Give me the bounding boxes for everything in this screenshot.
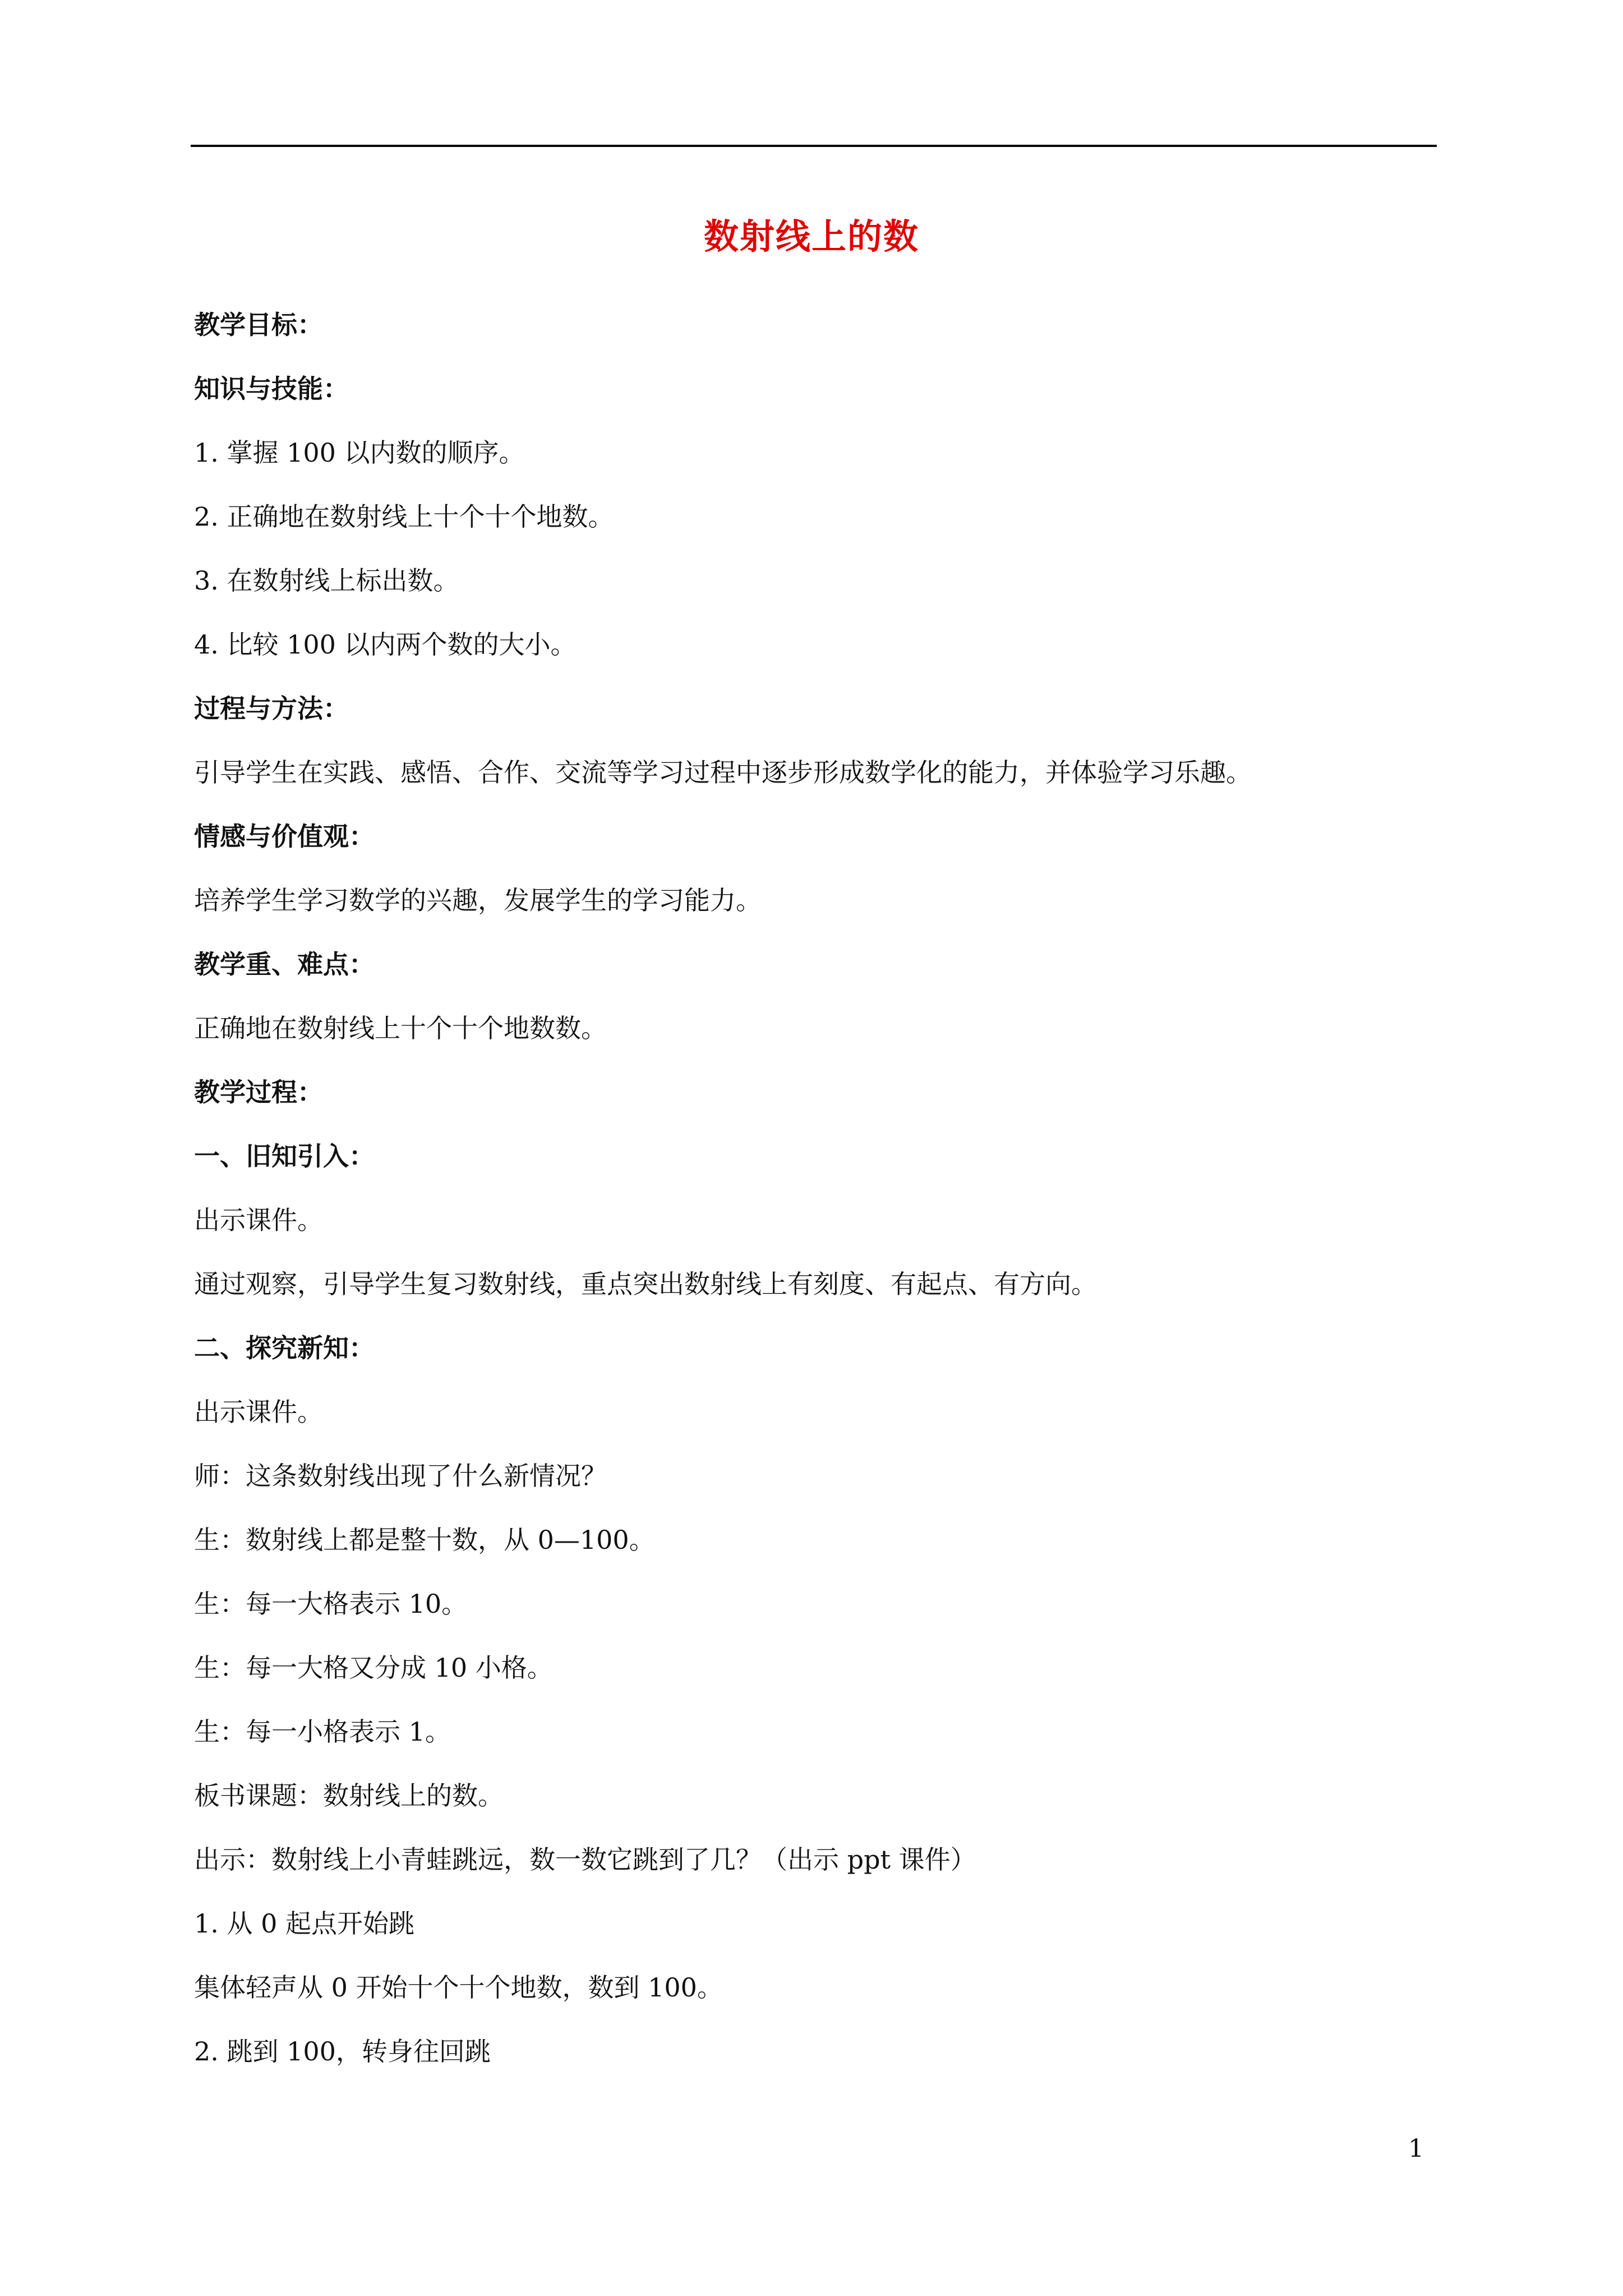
paragraph: 通过观察，引导学生复习数射线，重点突出数射线上有刻度、有起点、有方向。 [194,1269,1097,1299]
section-heading: 情感与价值观： [194,821,375,852]
section-heading: 一、旧知引入： [194,1141,375,1171]
section-heading: 知识与技能： [194,374,349,404]
dialogue-line: 生：数射线上都是整十数，从 0—100。 [194,1525,655,1555]
list-item: 3. 在数射线上标出数。 [194,565,459,596]
header-rule [191,145,1437,147]
list-item: 2. 正确地在数射线上十个十个地数。 [194,501,614,532]
paragraph: 培养学生学习数学的兴趣，发展学生的学习能力。 [194,885,762,915]
paragraph: 出示：数射线上小青蛙跳远，数一数它跳到了几？（出示 ppt 课件） [194,1844,976,1875]
section-heading: 过程与方法： [194,693,349,724]
page-title: 数射线上的数 [703,216,919,257]
list-item: 1. 掌握 100 以内数的顺序。 [194,438,525,468]
paragraph: 正确地在数射线上十个十个地数数。 [194,1013,607,1043]
page-number: 1 [1408,2134,1424,2163]
section-heading: 教学过程： [194,1077,323,1107]
section-heading: 二、探究新知： [194,1333,375,1363]
paragraph: 出示课件。 [194,1397,323,1427]
section-heading: 教学重、难点： [194,949,375,979]
list-item: 4. 比较 100 以内两个数的大小。 [194,629,577,660]
dialogue-line: 生：每一大格又分成 10 小格。 [194,1653,553,1683]
document-body [194,293,1439,2083]
paragraph: 出示课件。 [194,1205,323,1235]
paragraph: 集体轻声从 0 开始十个十个地数，数到 100。 [194,1972,723,2003]
section-heading: 教学目标： [194,310,323,340]
dialogue-line: 师：这条数射线出现了什么新情况？ [194,1461,607,1491]
list-item: 1. 从 0 起点开始跳 [194,1908,415,1939]
paragraph: 引导学生在实践、感悟、合作、交流等学习过程中逐步形成数学化的能力，并体验学习乐趣。 [194,757,1252,788]
dialogue-line: 生：每一小格表示 1。 [194,1717,451,1747]
list-item: 2. 跳到 100，转身往回跳 [194,2036,491,2067]
paragraph: 板书课题：数射线上的数。 [194,1780,504,1811]
dialogue-line: 生：每一大格表示 10。 [194,1589,468,1619]
